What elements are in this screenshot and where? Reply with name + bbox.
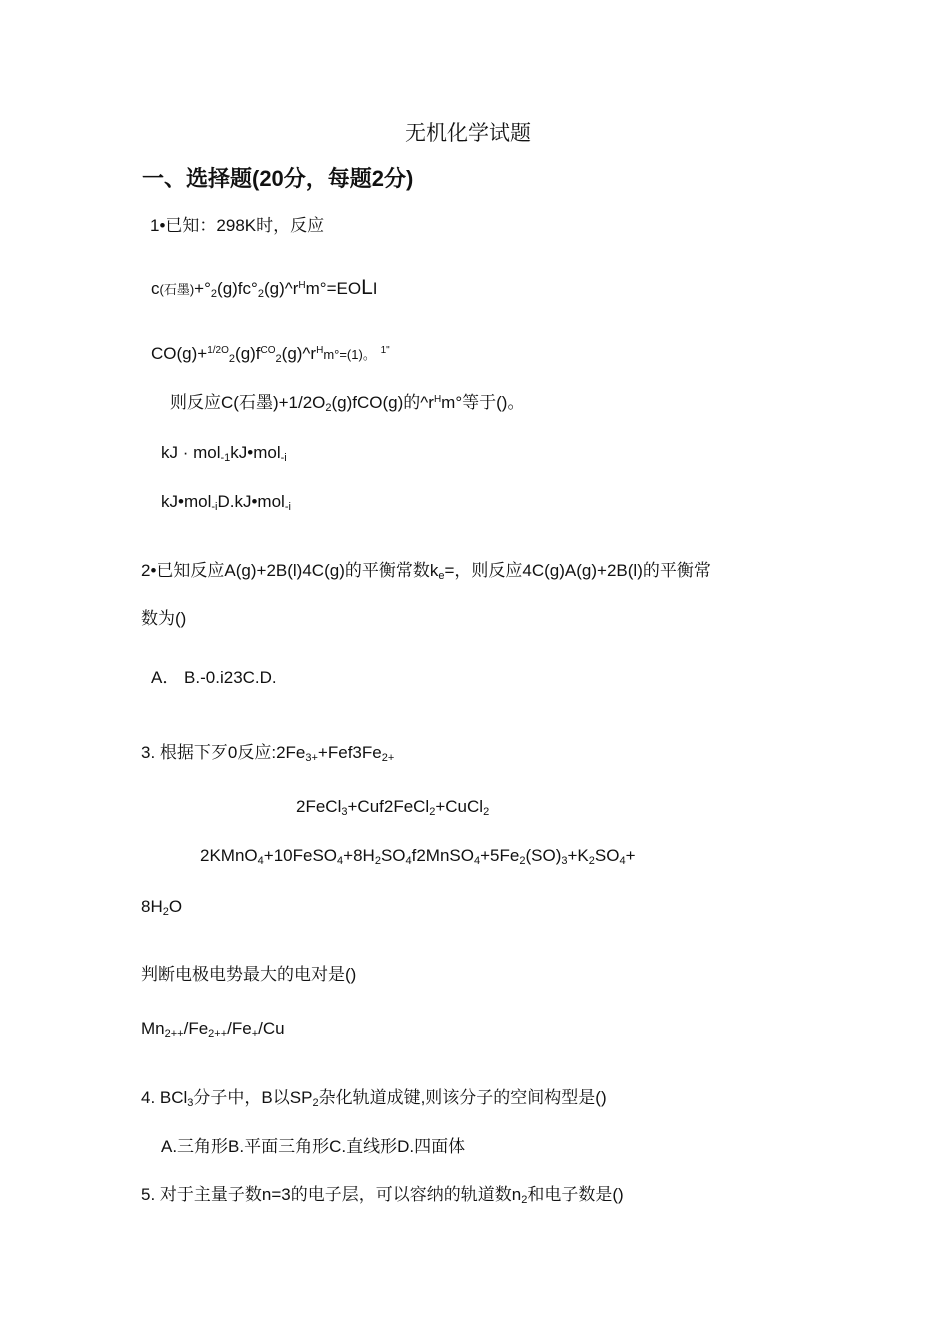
q3-stem-line-1: 3. 根据下歹0反应$:2Fe_{3+}+Fef3Fe_{2+}$	[141, 743, 395, 764]
q1-equation-2: $CO(g)+^{1/2O}_2(g)f^{CO}_2(g)\^{}r^Hm^\circ=(1)$。 $^{1"}$	[151, 344, 390, 365]
section-heading: 一、选择题(20分，每题2分)	[142, 166, 414, 191]
q2-options: A． B.-0.i23C.D.	[151, 668, 277, 687]
q5-stem: 5. 对于主量子数n=3的电子层，可以容纳的轨道数$n_2$和电子数是()	[141, 1185, 624, 1206]
q1-equation-1: c(石墨)$+^\circ_2(g)fc^\circ_2(g)\^{}r^Hm^\circ=EOLI$	[151, 276, 378, 300]
q2-stem-line-2: 数为()	[141, 609, 187, 628]
q4-stem: 4. BCl$_3$分子中，B以$SP_2$杂化轨道成键,则该分子的空间构型是()	[141, 1088, 607, 1109]
document-title: 无机化学试题	[405, 121, 531, 145]
q1-options-row-1: kJ · mol$_{-1}$kJ•mol$_{-i}$	[161, 443, 287, 464]
q2-stem-line-1: 2•已知反应A(g)+2B(l)4C(g)的平衡常数$k_e=$，则反应4C(g)A(g)+2B(l)的平衡常	[141, 561, 711, 582]
q3-equation-3: $2KMnO_4+10FeSO_4+8H_2SO_4f2MnSO_4+5Fe_2(SO)_3+K_2SO_4+$	[200, 846, 636, 867]
q1-options-row-2: kJ•mol$_{-i}$D.kJ•mol$_{-i}$	[161, 492, 291, 513]
q3-question: 判断电极电势最大的电对是()	[141, 965, 357, 984]
q1-stem: 则反应C(石墨)$+1/2O_2(g)fCO(g)$的$\^{}r^Hm^\circ$等于()。	[170, 393, 525, 414]
q4-options: A.三角形B.平面三角形C.直线形D.四面体	[161, 1137, 466, 1156]
q3-options: $Mn_{2++}/Fe_{2++}/Fe_+/Cu$	[141, 1019, 285, 1040]
q1-prompt: 1•已知：298K时，反应	[150, 216, 325, 235]
q3-equation-3-continued: $8H_2O$	[141, 897, 183, 918]
q3-equation-2: 2FeCl$_3$+Cuf2FeCl$_2$+CuCl$_2$	[296, 797, 490, 818]
